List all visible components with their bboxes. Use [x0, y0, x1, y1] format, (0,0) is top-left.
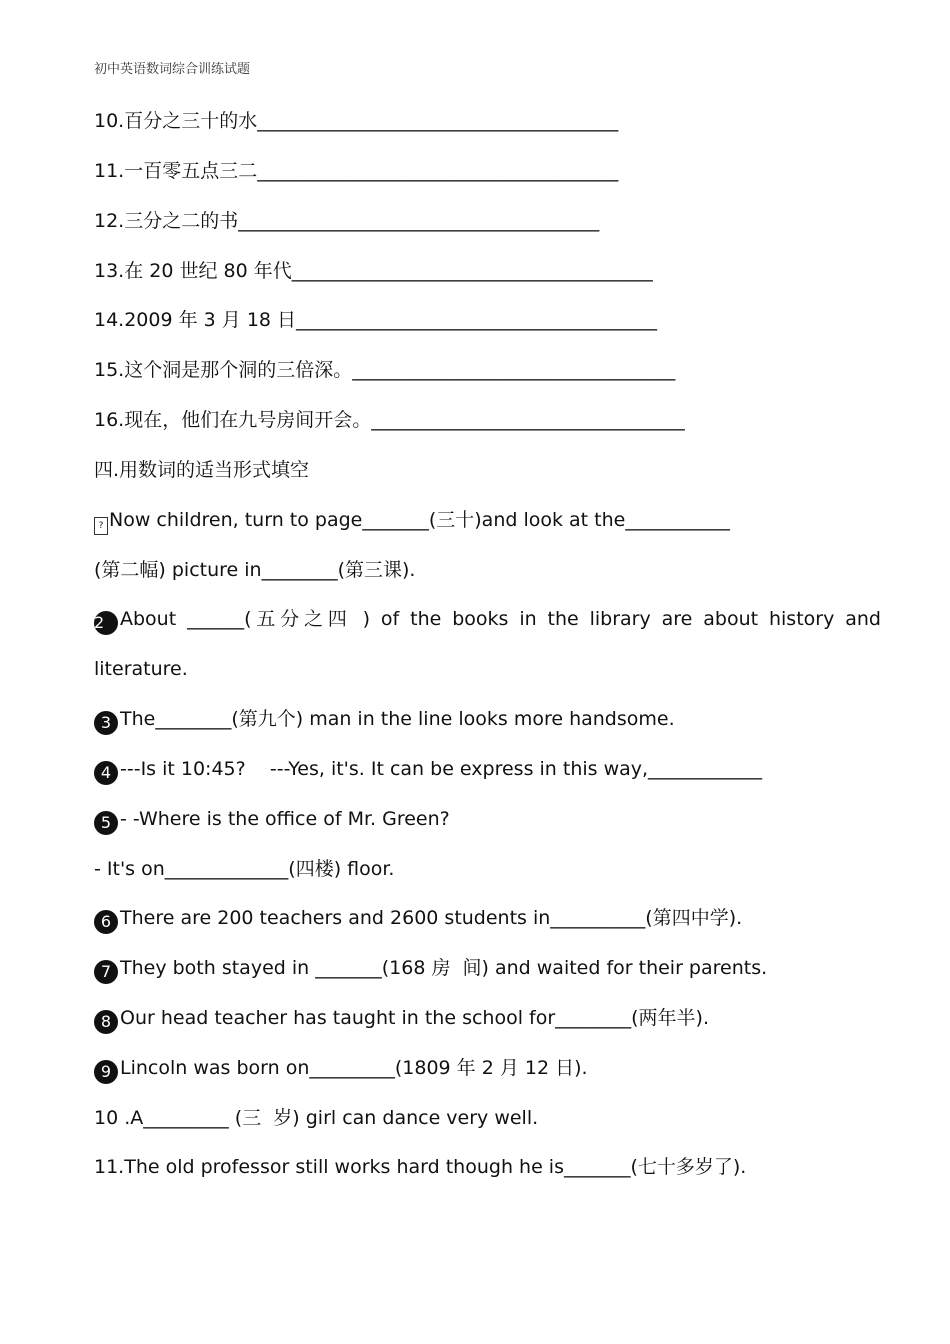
question-5-marker: 5 [94, 811, 118, 835]
q2-word: the [410, 608, 442, 630]
translation-item-11: 11.一百零五点三二______________________________________ [94, 160, 619, 182]
question-2-marker: 2 [94, 611, 118, 635]
question-7-text: They both stayed in _______(168 房 间) and waited for their parents. [120, 957, 768, 979]
q2-word: and [845, 608, 881, 630]
question-4-marker: 4 [94, 761, 118, 785]
q2-word: history [768, 608, 835, 630]
translation-item-13: 13.在 20 世纪 80 年代______________________________________ [94, 260, 653, 282]
page-header: 初中英语数词综合训练试题 [94, 62, 251, 77]
q2-word: the [547, 608, 579, 630]
section-four-title: 四.用数词的适当形式填空 [94, 459, 310, 481]
question-11: 11.The old professor still works hard though he is_______(七十多岁了). [94, 1156, 747, 1178]
question-9-marker: 9 [94, 1060, 118, 1084]
q2-word: library [589, 608, 651, 630]
question-6-marker: 6 [94, 910, 118, 934]
translation-item-16: 16.现在，他们在九号房间开会。_________________________________ [94, 409, 685, 431]
q2-word: in [519, 608, 537, 630]
question-4-text: ---Is it 10:45? ---Yes, it's. It can be express in this way,____________ [120, 758, 763, 780]
question-1 [94, 507, 730, 535]
q2-word: About [120, 608, 177, 630]
question-8 [94, 1005, 709, 1034]
question-1-text: Now children, turn to page_______(三十)and look at the___________ [109, 509, 730, 531]
question-9-text: Lincoln was born on_________(1809 年 2 月 12 日). [120, 1057, 588, 1079]
question-8-text: Our head teacher has taught in the school for________(两年半). [120, 1007, 710, 1029]
question-3 [94, 706, 675, 735]
question-3-marker: 3 [94, 711, 118, 735]
question-1-continued: (第二幅) picture in________(第三课). [94, 559, 416, 581]
question-5-text: - -Where is the office of Mr. Green? [120, 808, 450, 830]
question-3-text: The________(第九个) man in the line looks more handsome. [120, 708, 675, 730]
question-6 [94, 905, 742, 934]
q2-word: ______(五分之四 ) [187, 608, 371, 630]
q2-word: about [703, 608, 759, 630]
question-10: 10 .A_________ (三 岁) girl can dance very well. [94, 1107, 539, 1129]
question-2-continued: literature. [94, 658, 188, 680]
question-7-marker: 7 [94, 960, 118, 984]
question-8-marker: 8 [94, 1010, 118, 1034]
question-4 [94, 756, 762, 785]
question-1-marker: ? [94, 517, 108, 535]
question-7 [94, 955, 767, 984]
q2-word: books [452, 608, 509, 630]
q2-word: are [661, 608, 693, 630]
question-2 [94, 606, 881, 635]
question-5-answer-line: - It's on_____________(四楼) floor. [94, 858, 395, 880]
translation-item-14: 14.2009 年 3 月 18 日______________________________________ [94, 309, 658, 331]
translation-item-10: 10.百分之三十的水______________________________________ [94, 110, 619, 132]
translation-item-15: 15.这个洞是那个洞的三倍深。__________________________________ [94, 359, 676, 381]
translation-item-12: 12.三分之二的书______________________________________ [94, 210, 600, 232]
q2-word: of [380, 608, 400, 630]
question-9 [94, 1055, 588, 1084]
question-6-text: There are 200 teachers and 2600 students in__________(第四中学). [120, 907, 743, 929]
question-5 [94, 806, 450, 835]
